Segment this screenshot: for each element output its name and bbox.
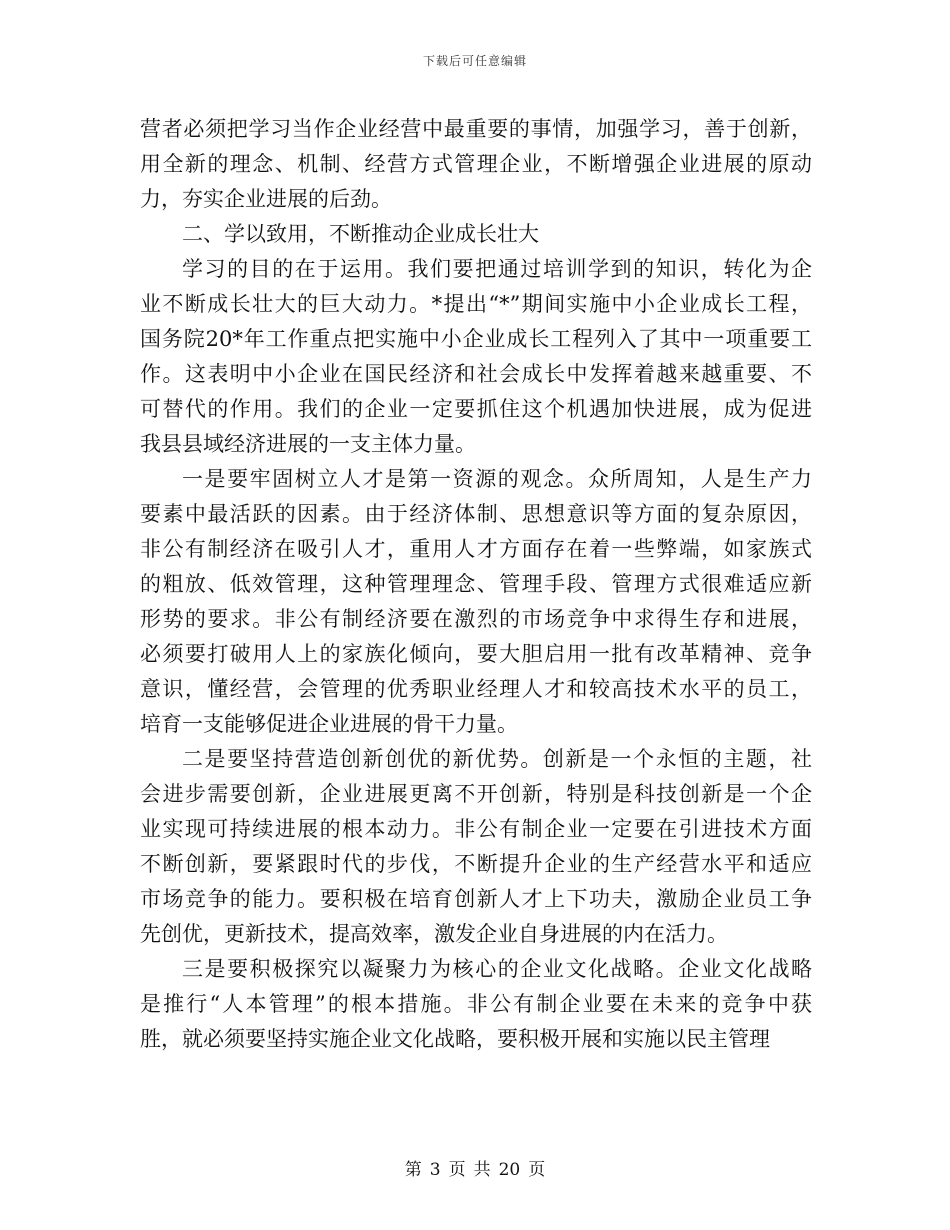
header-text: 下载后可任意编辑 (422, 54, 527, 68)
text-line: 二、学以致用，不断推动企业成长壮大 (182, 222, 539, 246)
footer-current-page: 3 (429, 1160, 441, 1180)
text-line: 业实现可持续进展的根本动力。非公有制企业一定要在引进技术方面 (140, 817, 812, 841)
text-line: 必须要打破用人上的家族化倾向，要大胆启用一批有改革精神、竞争 (140, 642, 812, 666)
paragraph (140, 742, 812, 952)
text-line: 不断创新，要紧跟时代的步伐，不断提升企业的生产经营水平和适应 (140, 852, 812, 876)
paragraph (140, 217, 812, 252)
footer-page-word: 页 (448, 1160, 466, 1180)
text-line: 先创优，更新技术，提高效率，激发企业自身进展的内在活力。 (140, 922, 728, 946)
paragraph (140, 252, 812, 462)
text-line: 一是要牢固树立人才是第一资源的观念。众所周知，人是生产力 (182, 467, 812, 491)
text-line: 市场竞争的能力。要积极在培育创新人才上下功夫，激励企业员工争 (140, 887, 812, 911)
footer-prefix: 第 (404, 1160, 422, 1180)
text-line: 非公有制经济在吸引人才，重用人才方面存在着一些弊端，如家族式 (140, 537, 812, 561)
text-line: 培育一支能够促进企业进展的骨干力量。 (140, 712, 518, 736)
text-line: 力，夯实企业进展的后劲。 (140, 187, 392, 211)
footer-suffix: 页 (528, 1160, 546, 1180)
paragraph (140, 462, 812, 742)
text-line: 胜，就必须要坚持实施企业文化战略，要积极开展和实施以民主管理 (140, 1027, 770, 1051)
text-line: 营者必须把学习当作企业经营中最重要的事情，加强学习，善于创新， (140, 117, 812, 141)
document-body (140, 112, 812, 1057)
text-line: 意识，懂经营，会管理的优秀职业经理人才和较高技术水平的员工， (140, 677, 812, 701)
text-line: 业不断成长壮大的巨大动力。*提出“*”期间实施中小企业成长工程， (140, 292, 812, 316)
page-footer (0, 1155, 950, 1180)
text-line: 学习的目的在于运用。我们要把通过培训学到的知识，转化为企 (182, 257, 812, 281)
paragraph (140, 112, 812, 217)
text-line: 会进步需要创新，企业进展更离不开创新，特别是科技创新是一个企 (140, 782, 812, 806)
text-line: 是推行“人本管理”的根本措施。非公有制企业要在未来的竞争中获 (140, 992, 812, 1016)
text-line: 国务院20*年工作重点把实施中小企业成长工程列入了其中一项重要工 (140, 327, 812, 351)
text-line: 用全新的理念、机制、经营方式管理企业，不断增强企业进展的原动 (140, 152, 812, 176)
text-line: 的粗放、低效管理，这种管理理念、管理手段、管理方式很难适应新 (140, 572, 812, 596)
footer-total-word: 共 (473, 1160, 491, 1180)
text-line: 我县县域经济进展的一支主体力量。 (140, 432, 476, 456)
paragraph (140, 952, 812, 1057)
text-line: 三是要积极探究以凝聚力为核心的企业文化战略。企业文化战略 (182, 957, 812, 981)
text-line: 要素中最活跃的因素。由于经济体制、思想意识等方面的复杂原因， (140, 502, 812, 526)
text-line: 二是要坚持营造创新创优的新优势。创新是一个永恒的主题，社 (182, 747, 812, 771)
page-header (0, 52, 950, 69)
footer-total-pages: 20 (498, 1160, 521, 1180)
text-line: 作。这表明中小企业在国民经济和社会成长中发挥着越来越重要、不 (140, 362, 812, 386)
text-line: 形势的要求。非公有制经济要在激烈的市场竞争中求得生存和进展， (140, 607, 812, 631)
text-line: 可替代的作用。我们的企业一定要抓住这个机遇加快进展，成为促进 (140, 397, 812, 421)
